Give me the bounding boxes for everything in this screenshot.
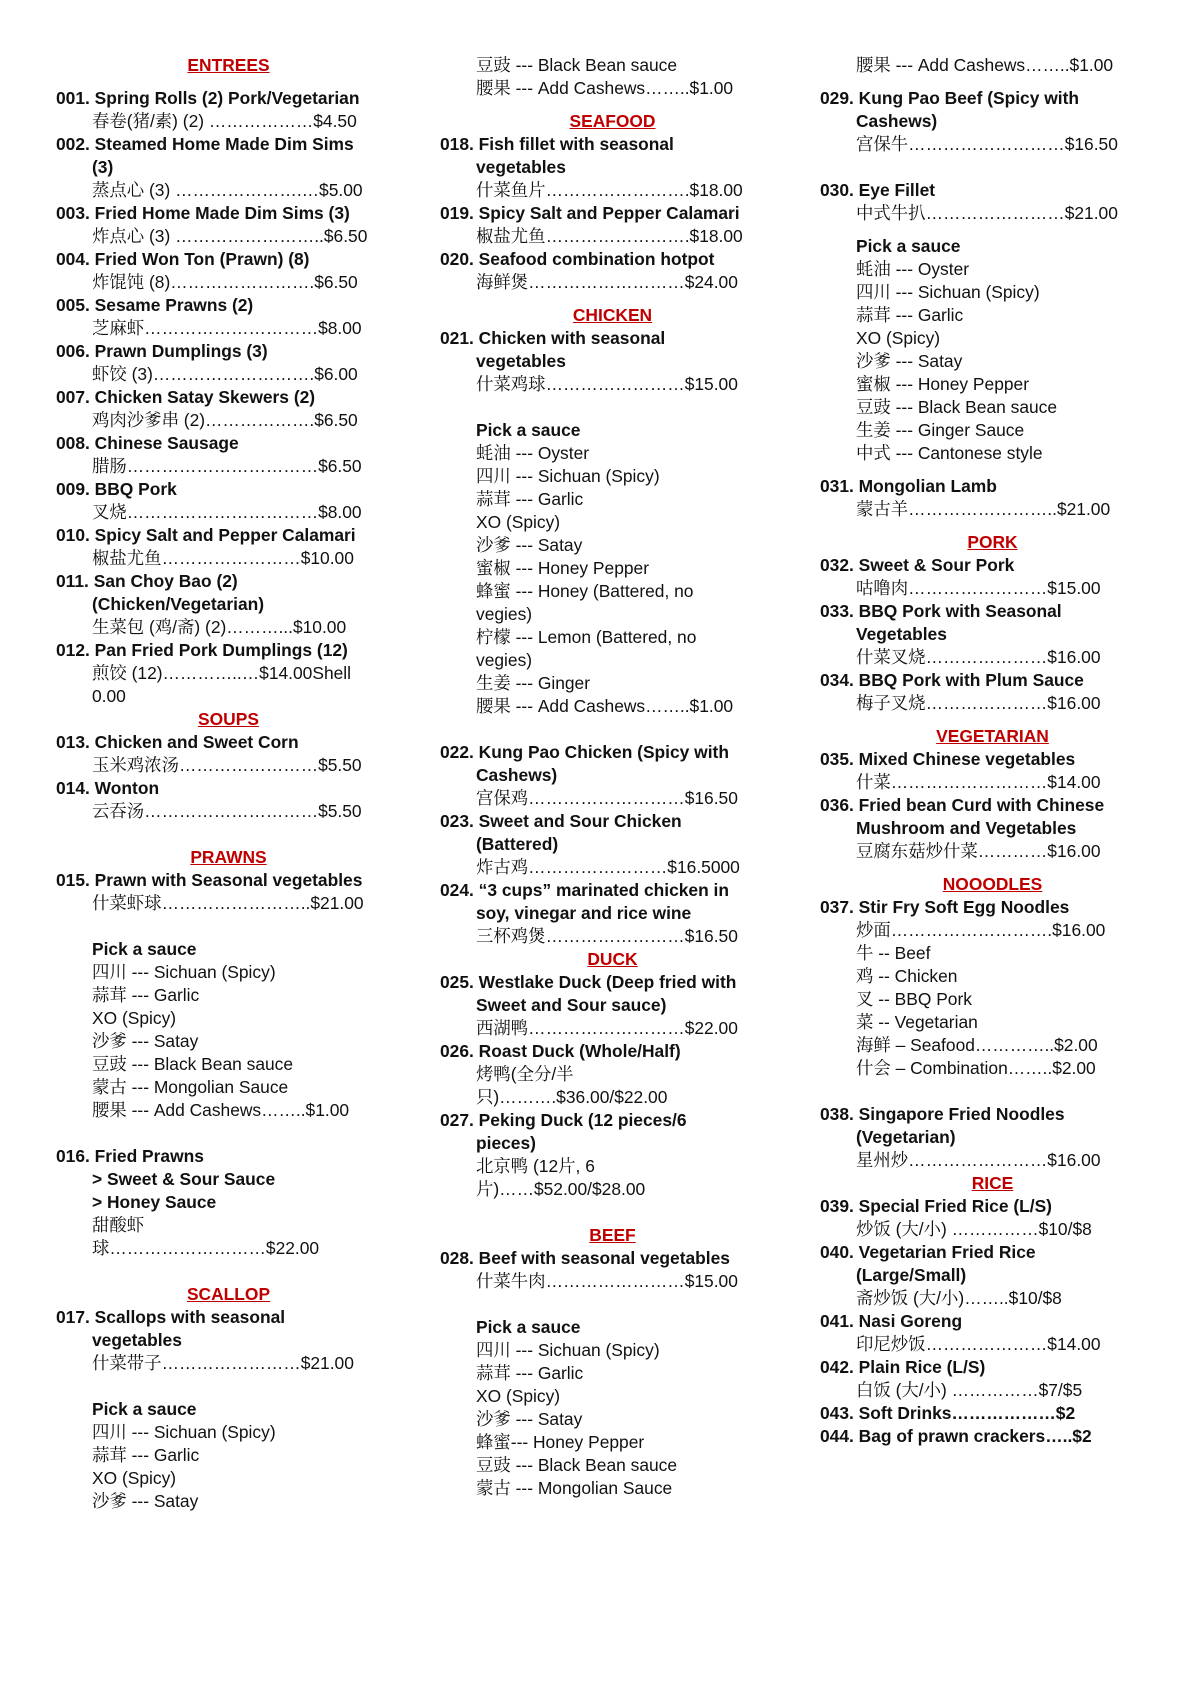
menu-item-name: 001. Spring Rolls (2) Pork/Vegetarian [56,88,360,108]
menu-item-name-continued: (Large/Small) [856,1265,967,1285]
menu-item-price-line: 鸡肉沙爹串 (2)……………….$6.50 [92,410,358,430]
menu-item-price-line: 白饭 (大/小) ……………$7/$5 [856,1380,1083,1400]
menu-item-name-continued: vegetables [476,157,566,177]
menu-item-price-line: 什菜带子……………………$21.00 [92,1353,354,1373]
spacer [820,521,1165,531]
menu-item-price-line: 甜酸虾 [92,1215,145,1235]
menu-item-name: 034. BBQ Pork with Plum Sauce [820,670,1084,690]
menu-item-name-continued: Cashews) [476,765,558,785]
menu-item-price-line: 叉烧……………………………$8.00 [92,502,362,522]
menu-item-title [820,1310,1165,1333]
sauce-option: 豆豉 --- Black Bean sauce [92,1054,294,1074]
section-heading: VEGETARIAN [936,726,1049,746]
menu-item-title [56,432,401,455]
spacer [820,715,1165,725]
sauce-option: 生姜 --- Ginger Sauce [856,420,1025,440]
menu-item-title [56,731,401,754]
menu-item-price-line: 炸古鸡……………………$16.5000 [476,857,740,877]
menu-item-name: 006. Prawn Dumplings (3) [56,341,268,361]
menu-item-name: 002. Steamed Home Made Dim Sims [56,134,354,154]
menu-item-price-line: 片)……$52.00/$28.00 [476,1179,646,1199]
menu-item-name: 042. Plain Rice (L/S) [820,1357,986,1377]
menu-item-price-line: 海鲜煲………………………$24.00 [476,272,738,292]
section-heading: ENTREES [187,55,270,75]
sauce-option: 四川 --- Sichuan (Spicy) [476,466,660,486]
menu-item-name: 012. Pan Fried Pork Dumplings (12) [56,640,348,660]
sauce-option: 沙爹 --- Satay [476,535,583,555]
sauce-choice-heading: Pick a sauce [476,1317,581,1337]
menu-item-name: 019. Spicy Salt and Pepper Calamari [440,203,740,223]
menu-item-title [440,1247,785,1270]
section-heading: NOOODLES [942,874,1043,894]
section-heading: CHICKEN [572,305,653,325]
section-heading: SOUPS [198,709,259,729]
spacer [440,100,785,110]
menu-item-price-line: 咕噜肉……………………$15.00 [856,578,1101,598]
sauce-option: 叉 -- BBQ Pork [856,989,972,1009]
section-heading: DUCK [587,949,638,969]
sauce-option: vegies) [476,650,533,670]
sauce-option: 菜 -- Vegetarian [856,1012,978,1032]
sauce-option: 沙爹 --- Satay [92,1491,199,1511]
menu-item-title [56,1145,401,1191]
menu-item-title [56,478,401,501]
menu-item-title [820,179,1165,202]
menu-item-title [440,1040,785,1063]
sauce-choice-heading: Pick a sauce [92,1399,197,1419]
menu-item-title [56,202,401,225]
menu-item-title [56,639,401,662]
spacer [56,1122,401,1145]
menu-item-title [56,386,401,409]
menu-item-name: 013. Chicken and Sweet Corn [56,732,299,752]
sauce-option: 蒜茸 --- Garlic [92,1445,200,1465]
menu-item-name: 003. Fried Home Made Dim Sims (3) [56,203,350,223]
spacer [440,396,785,419]
sauce-option: 蒜茸 --- Garlic [856,305,964,325]
menu-item-price-line: 椒盐尤鱼…………………….$18.00 [476,226,743,246]
sauce-option: 中式 --- Cantonese style [856,443,1043,463]
sauce-option: 牛 -- Beef [856,943,931,963]
sauce-option: 豆豉 --- Black Bean sauce [856,397,1058,417]
menu-item-name: 026. Roast Duck (Whole/Half) [440,1041,681,1061]
menu-item-name-continued: Mushroom and Vegetables [856,818,1077,838]
menu-item-name: 039. Special Fried Rice (L/S) [820,1196,1052,1216]
menu-item-price-line: 云吞汤…………………………$5.50 [92,801,362,821]
menu-item-name: 021. Chicken with seasonal [440,328,666,348]
menu-item-title [820,554,1165,577]
sauce-option: 沙爹 --- Satay [476,1409,583,1429]
menu-item-title [440,202,785,225]
menu-item-name: 004. Fried Won Ton (Prawn) (8) [56,249,310,269]
sauce-option: XO (Spicy) [92,1468,177,1488]
menu-item-name: 022. Kung Pao Chicken (Spicy with [440,742,729,762]
menu-item-name: 011. San Choy Bao (2) [56,571,238,591]
menu-item-price-line: 北京鸭 (12片, 6 [476,1156,595,1176]
menu-item-name: 029. Kung Pao Beef (Spicy with [820,88,1079,108]
menu-item-name: 040. Vegetarian Fried Rice [820,1242,1036,1262]
sauce-option: 蒜茸 --- Garlic [476,489,584,509]
sauce-option: 腰果 --- Add Cashews……..$1.00 [476,696,734,716]
sauce-option: 生姜 --- Ginger [476,673,591,693]
sauce-option: 腰果 --- Add Cashews……..$1.00 [856,55,1114,75]
menu-item-name-continued: Cashews) [856,111,938,131]
menu-item-price-line: 什菜………………………$14.00 [856,772,1101,792]
menu-item-name: 024. “3 cups” marinated chicken in [440,880,729,900]
menu-item-name: 041. Nasi Goreng [820,1311,963,1331]
menu-item-title [440,879,785,925]
menu-item-price-line: 只)……….$36.00/$22.00 [476,1087,668,1107]
sauce-option: 什会 – Combination……..$2.00 [856,1058,1096,1078]
menu-item-title [820,1103,1165,1149]
menu-item-price-line: 烤鸭(全分/半 [476,1064,574,1084]
menu-item-price-line: 什菜鸡球……………………$15.00 [476,374,738,394]
menu-item-name: 028. Beef with seasonal vegetables [440,1248,730,1268]
menu-item-name: 014. Wonton [56,778,160,798]
menu-column-2 [440,54,785,1500]
menu-item-price-line: 星州炒……………………$16.00 [856,1150,1101,1170]
menu-item-price-line: 宫保鸡………………………$16.50 [476,788,738,808]
menu-item-name: 009. BBQ Pork [56,479,177,499]
menu-column-3 [820,54,1165,1448]
spacer [440,1293,785,1316]
sauce-option: 蜜椒 --- Honey Pepper [856,374,1029,394]
menu-item-price-line: 腊肠……………………………$6.50 [92,456,362,476]
menu-item-price-line: 斋炒饭 (大/小)……..$10/$8 [856,1288,1062,1308]
menu-item-title [56,777,401,800]
menu-item-title [56,87,401,110]
menu-item-price-line: 0.00 [92,686,126,706]
sauce-option: 腰果 --- Add Cashews……..$1.00 [476,78,734,98]
menu-item-price-line: 炒面……………………….$16.00 [856,920,1106,940]
menu-item-name: 033. BBQ Pork with Seasonal [820,601,1062,621]
menu-item-title [820,600,1165,646]
sauce-choice-heading: Pick a sauce [92,939,197,959]
menu-item-price-line: 印尼炒饭…………………$14.00 [856,1334,1101,1354]
menu-item-price-line: 椒盐尤鱼……………………$10.00 [92,548,354,568]
menu-item-name: 043. Soft Drinks………………$2 [820,1403,1076,1423]
spacer [56,77,401,87]
spacer [820,863,1165,873]
sauce-option: 豆豉 --- Black Bean sauce [476,55,678,75]
menu-item-name: 005. Sesame Prawns (2) [56,295,254,315]
menu-item-price-line: 什菜鱼片…………………….$18.00 [476,180,743,200]
menu-item-price-line: 蒸点心 (3) ………………….…$5.00 [92,180,363,200]
menu-item-price-line: 什菜牛肉……………………$15.00 [476,1271,738,1291]
menu-item-title [820,87,1165,133]
menu-column-1 [56,54,401,1513]
sauce-option: XO (Spicy) [856,328,941,348]
section-heading: SCALLOP [186,1284,271,1304]
sauce-option: 四川 --- Sichuan (Spicy) [92,962,276,982]
menu-item-price-line: 虾饺 (3)……………………….$6.00 [92,364,358,384]
spacer [820,77,1165,87]
sauce-option: 蜜椒 --- Honey Pepper [476,558,649,578]
sauce-option: 豆豉 --- Black Bean sauce [476,1455,678,1475]
menu-item-title [440,741,785,787]
sauce-option: 蒙古 --- Mongolian Sauce [476,1478,673,1498]
menu-item-price-line: 三杯鸡煲……………………$16.50 [476,926,738,946]
menu-item-price-line: 西湖鸭………………………$22.00 [476,1018,738,1038]
menu-item-name: 031. Mongolian Lamb [820,476,997,496]
sauce-option: 海鲜 – Seafood…………..$2.00 [856,1035,1098,1055]
menu-item-name-continued: Sweet and Sour sauce) [476,995,667,1015]
sauce-option: 柠檬 --- Lemon (Battered, no [476,627,697,647]
menu-item-title [820,1356,1165,1379]
menu-item-name-continued: (Chicken/Vegetarian) [92,594,265,614]
menu-item-title [56,869,401,892]
menu-item-name: 015. Prawn with Seasonal vegetables [56,870,363,890]
menu-item-price-line: 什菜叉烧…………………$16.00 [856,647,1101,667]
menu-item-title [56,524,401,547]
menu-item-title [440,327,785,373]
menu-item-name: 020. Seafood combination hotpot [440,249,715,269]
menu-item-name-continued: > Sweet & Sour Sauce [92,1169,276,1189]
menu-item-title [56,294,401,317]
sauce-option: 蜂蜜 --- Honey (Battered, no [476,581,694,601]
sauce-choice-heading: Pick a sauce [856,236,961,256]
menu-item-price-line: 炸点心 (3) ……………………..$6.50 [92,226,368,246]
menu-item-price-line: 芝麻虾…………………………$8.00 [92,318,362,338]
spacer [440,1201,785,1224]
menu-item-title [56,133,401,179]
menu-item-price-line: 炸馄饨 (8)…………………….$6.50 [92,272,358,292]
sauce-option: 四川 --- Sichuan (Spicy) [476,1340,660,1360]
spacer [56,823,401,846]
menu-item-name: 036. Fried bean Curd with Chinese [820,795,1105,815]
section-heading: PORK [967,532,1018,552]
sauce-option: 腰果 --- Add Cashews……..$1.00 [92,1100,350,1120]
sauce-option: XO (Spicy) [476,512,561,532]
menu-item-name: 016. Fried Prawns [56,1146,204,1166]
menu-item-name-continued: pieces) [476,1133,536,1153]
menu-item-title [820,1402,1165,1425]
menu-item-option: > Honey Sauce [92,1192,217,1212]
menu-item-name: 037. Stir Fry Soft Egg Noodles [820,897,1070,917]
menu-item-title [820,1195,1165,1218]
sauce-option: 沙爹 --- Satay [92,1031,199,1051]
spacer [820,156,1165,179]
menu-item-name: 035. Mixed Chinese vegetables [820,749,1076,769]
menu-item-price-line: 玉米鸡浓汤……………………$5.50 [92,755,362,775]
menu-item-price-line: 豆腐东菇炒什菜…………$16.00 [856,841,1101,861]
spacer [820,1080,1165,1103]
menu-item-price-line: 蒙古羊……………………..$21.00 [856,499,1111,519]
sauce-option: vegies) [476,604,533,624]
menu-item-name: 010. Spicy Salt and Pepper Calamari [56,525,356,545]
menu-item-name-continued: (Battered) [476,834,559,854]
sauce-option: 蒙古 --- Mongolian Sauce [92,1077,289,1097]
menu-item-price-line: 春卷(猪/素) (2) ………………$4.50 [92,111,357,131]
menu-item-title [440,971,785,1017]
section-heading: RICE [971,1173,1014,1193]
menu-item-name: 032. Sweet & Sour Pork [820,555,1015,575]
menu-item-price-line: 球………………………$22.00 [92,1238,320,1258]
spacer [820,225,1165,235]
menu-item-title [820,1425,1165,1448]
menu-item-name-continued: (3) [92,157,114,177]
spacer [440,718,785,741]
menu-item-title [440,248,785,271]
spacer [56,1375,401,1398]
menu-item-name-continued: soy, vinegar and rice wine [476,903,692,923]
menu-item-name: 030. Eye Fillet [820,180,936,200]
menu-item-title [820,669,1165,692]
menu-item-title [440,810,785,856]
menu-item-name-continued: vegetables [476,351,566,371]
menu-item-title [820,896,1165,919]
menu-item-price-line: 中式牛扒……………………$21.00 [856,203,1118,223]
sauce-option: 四川 --- Sichuan (Spicy) [92,1422,276,1442]
menu-item-title [440,1109,785,1155]
spacer [440,294,785,304]
sauce-option: 蒜茸 --- Garlic [92,985,200,1005]
menu-item-name-continued: Vegetables [856,624,947,644]
menu-item-price-line: 宫保牛………………………$16.50 [856,134,1118,154]
sauce-option: 鸡 -- Chicken [856,966,958,986]
menu-item-name-continued: (Vegetarian) [856,1127,956,1147]
sauce-option: 沙爹 --- Satay [856,351,963,371]
sauce-option: 蚝油 --- Oyster [476,443,590,463]
menu-item-name: 044. Bag of prawn crackers…..$2 [820,1426,1092,1446]
section-heading: SEAFOOD [569,111,656,131]
menu-item-name: 025. Westlake Duck (Deep fried with [440,972,737,992]
menu-item-title [820,475,1165,498]
spacer [56,1260,401,1283]
menu-item-price-line: 生菜包 (鸡/斋) (2)………...$10.00 [92,617,347,637]
menu-item-name: 007. Chicken Satay Skewers (2) [56,387,316,407]
menu-item-title [820,1241,1165,1287]
menu-item-name: 018. Fish fillet with seasonal [440,134,674,154]
menu-item-title [56,570,401,616]
menu-item-name: 017. Scallops with seasonal [56,1307,286,1327]
menu-item-title [440,133,785,179]
menu-item-price-line: 煎饺 (12)…………..…$14.00Shell [92,663,352,683]
menu-item-name: 008. Chinese Sausage [56,433,239,453]
menu-item-name: 038. Singapore Fried Noodles [820,1104,1065,1124]
menu-item-title [56,340,401,363]
menu-item-name: 023. Sweet and Sour Chicken [440,811,682,831]
menu-item-price-line: 什菜虾球……………………..$21.00 [92,893,364,913]
menu-item-title [820,794,1165,840]
sauce-option: 蒜茸 --- Garlic [476,1363,584,1383]
menu-item-title [56,248,401,271]
menu-item-name: 027. Peking Duck (12 pieces/6 [440,1110,687,1130]
section-heading: PRAWNS [190,847,267,867]
sauce-choice-heading: Pick a sauce [476,420,581,440]
menu-item-price-line: 炒饭 (大/小) ……………$10/$8 [856,1219,1092,1239]
spacer [56,915,401,938]
menu-item-title [820,748,1165,771]
menu-item-name-continued: vegetables [92,1330,182,1350]
sauce-option: 蜂蜜--- Honey Pepper [476,1432,645,1452]
spacer [820,465,1165,475]
menu-item-title [56,1306,401,1352]
sauce-option: 四川 --- Sichuan (Spicy) [856,282,1040,302]
menu-item-price-line: 梅子叉烧…………………$16.00 [856,693,1101,713]
sauce-option: XO (Spicy) [476,1386,561,1406]
sauce-option: XO (Spicy) [92,1008,177,1028]
sauce-option: 蚝油 --- Oyster [856,259,970,279]
section-heading: BEEF [589,1225,636,1245]
